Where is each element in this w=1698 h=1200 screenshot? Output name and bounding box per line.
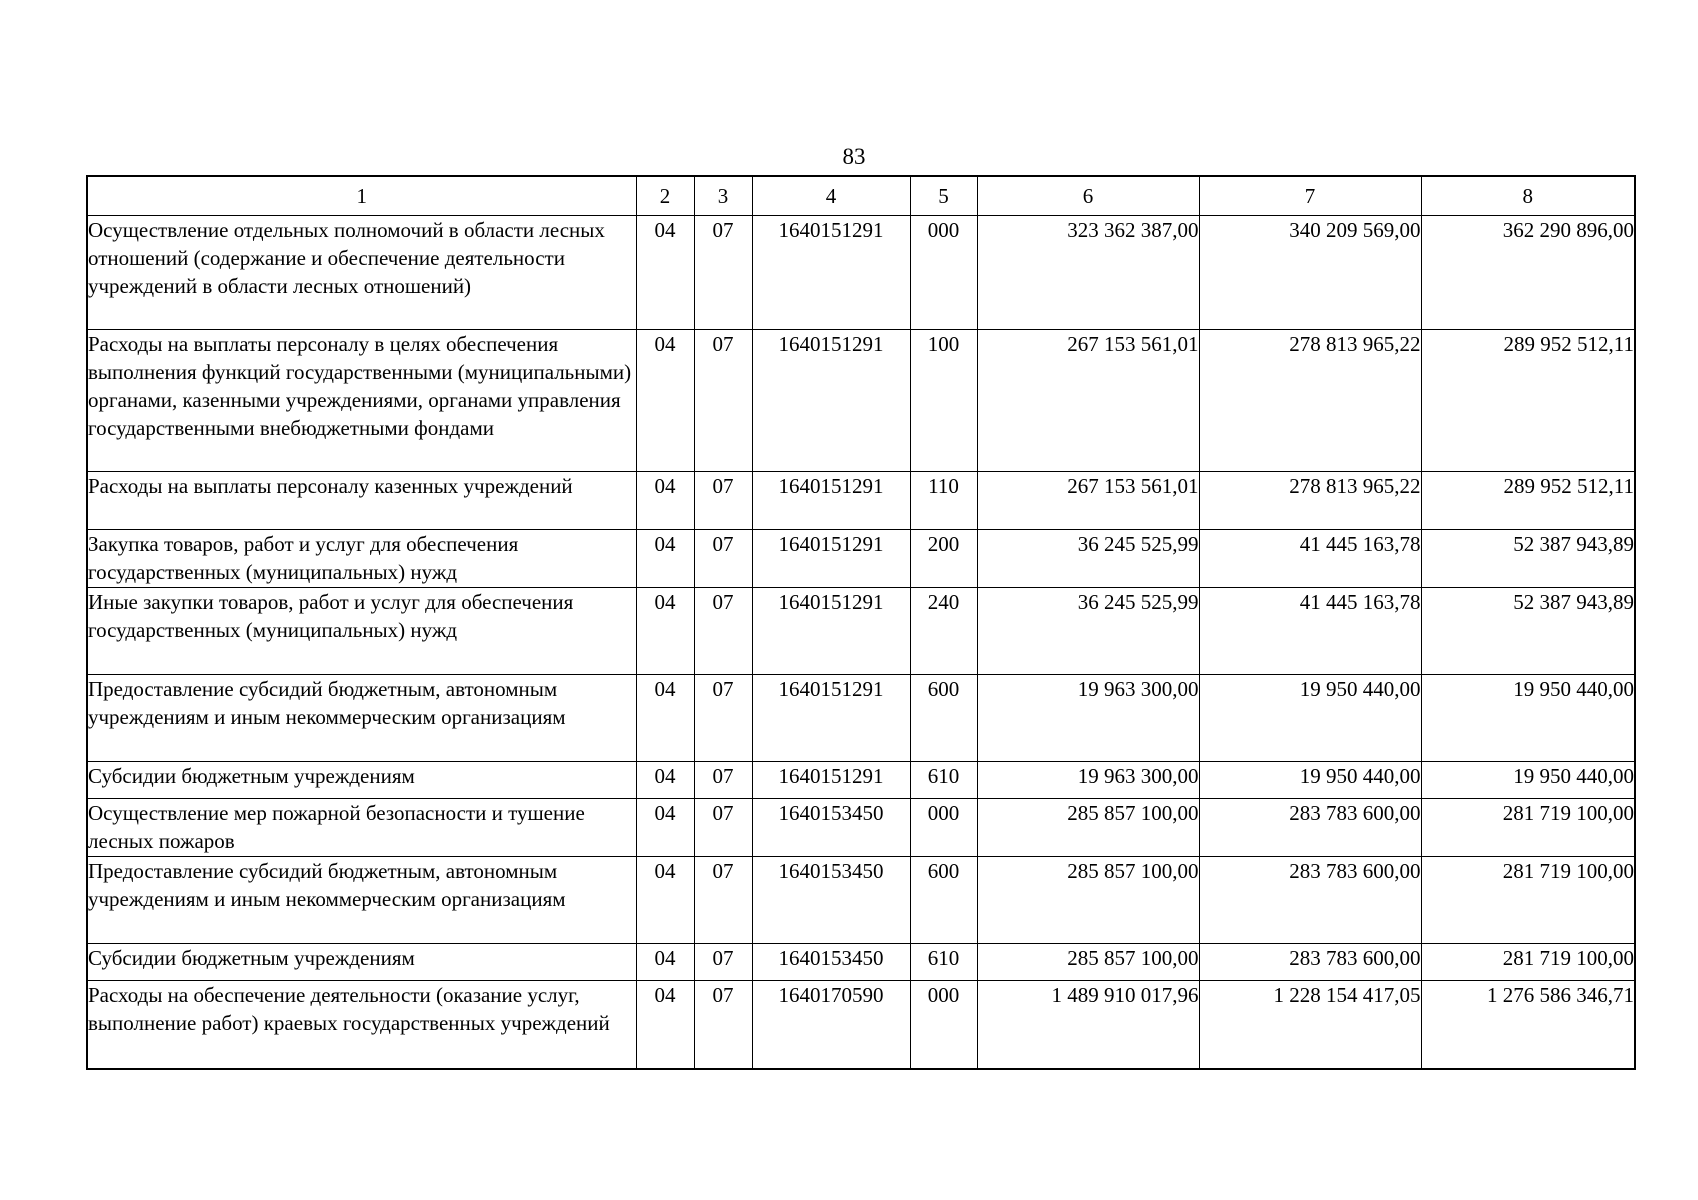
column-header: 8 xyxy=(1421,176,1635,216)
row-name: Осуществление мер пожарной безопасности и тушение лесных пожаров xyxy=(87,799,636,857)
amount-col7: 340 209 569,00 xyxy=(1199,216,1421,330)
column-header: 5 xyxy=(910,176,977,216)
row-name: Расходы на выплаты персоналу в целях обеспечения выполнения функций государственными (муниципальными) органами, казенными учреждениями, органами управления государственными внебюджетными фондами xyxy=(87,330,636,472)
target-article-code: 1640151291 xyxy=(752,675,910,762)
amount-col8: 1 276 586 346,71 xyxy=(1421,981,1635,1070)
amount-col6: 19 963 300,00 xyxy=(977,675,1199,762)
target-article-code: 1640151291 xyxy=(752,216,910,330)
amount-col7: 41 445 163,78 xyxy=(1199,530,1421,588)
expense-type-code: 600 xyxy=(910,675,977,762)
subsection-code: 07 xyxy=(694,588,752,675)
amount-col7: 283 783 600,00 xyxy=(1199,857,1421,944)
table-row xyxy=(87,799,1635,857)
amount-col6: 267 153 561,01 xyxy=(977,472,1199,530)
amount-col6: 285 857 100,00 xyxy=(977,857,1199,944)
amount-col6: 323 362 387,00 xyxy=(977,216,1199,330)
target-article-code: 1640151291 xyxy=(752,472,910,530)
table-row xyxy=(87,762,1635,799)
table-row xyxy=(87,588,1635,675)
amount-col8: 52 387 943,89 xyxy=(1421,530,1635,588)
column-header: 3 xyxy=(694,176,752,216)
expense-type-code: 100 xyxy=(910,330,977,472)
row-name: Осуществление отдельных полномочий в области лесных отношений (содержание и обеспечение деятельности учреждений в области лесных отношений) xyxy=(87,216,636,330)
target-article-code: 1640151291 xyxy=(752,762,910,799)
target-article-code: 1640153450 xyxy=(752,857,910,944)
subsection-code: 07 xyxy=(694,981,752,1070)
section-code: 04 xyxy=(636,944,694,981)
row-name: Предоставление субсидий бюджетным, автономным учреждениям и иным некоммерческим организациям xyxy=(87,675,636,762)
amount-col8: 289 952 512,11 xyxy=(1421,330,1635,472)
page-number: 83 xyxy=(842,144,866,169)
amount-col7: 19 950 440,00 xyxy=(1199,762,1421,799)
subsection-code: 07 xyxy=(694,762,752,799)
section-code: 04 xyxy=(636,762,694,799)
target-article-code: 1640151291 xyxy=(752,588,910,675)
table-row xyxy=(87,530,1635,588)
column-number-row xyxy=(87,176,1635,216)
expense-type-code: 000 xyxy=(910,981,977,1070)
subsection-code: 07 xyxy=(694,675,752,762)
amount-col8: 19 950 440,00 xyxy=(1421,762,1635,799)
expense-type-code: 000 xyxy=(910,799,977,857)
table-row xyxy=(87,944,1635,981)
amount-col7: 278 813 965,22 xyxy=(1199,472,1421,530)
target-article-code: 1640170590 xyxy=(752,981,910,1070)
target-article-code: 1640153450 xyxy=(752,799,910,857)
amount-col8: 289 952 512,11 xyxy=(1421,472,1635,530)
column-header: 1 xyxy=(87,176,636,216)
row-name: Закупка товаров, работ и услуг для обеспечения государственных (муниципальных) нужд xyxy=(87,530,636,588)
table-row xyxy=(87,857,1635,944)
expense-type-code: 610 xyxy=(910,762,977,799)
subsection-code: 07 xyxy=(694,799,752,857)
section-code: 04 xyxy=(636,216,694,330)
expense-type-code: 600 xyxy=(910,857,977,944)
row-name: Расходы на обеспечение деятельности (оказание услуг, выполнение работ) краевых государственных учреждений xyxy=(87,981,636,1070)
section-code: 04 xyxy=(636,330,694,472)
expense-type-code: 000 xyxy=(910,216,977,330)
subsection-code: 07 xyxy=(694,944,752,981)
amount-col7: 278 813 965,22 xyxy=(1199,330,1421,472)
subsection-code: 07 xyxy=(694,472,752,530)
amount-col6: 19 963 300,00 xyxy=(977,762,1199,799)
amount-col8: 281 719 100,00 xyxy=(1421,944,1635,981)
amount-col7: 283 783 600,00 xyxy=(1199,799,1421,857)
expense-type-code: 610 xyxy=(910,944,977,981)
row-name: Субсидии бюджетным учреждениям xyxy=(87,944,636,981)
column-header: 6 xyxy=(977,176,1199,216)
section-code: 04 xyxy=(636,588,694,675)
amount-col8: 52 387 943,89 xyxy=(1421,588,1635,675)
section-code: 04 xyxy=(636,981,694,1070)
row-name: Субсидии бюджетным учреждениям xyxy=(87,762,636,799)
section-code: 04 xyxy=(636,472,694,530)
row-name: Предоставление субсидий бюджетным, автономным учреждениям и иным некоммерческим организациям xyxy=(87,857,636,944)
table-row xyxy=(87,472,1635,530)
section-code: 04 xyxy=(636,799,694,857)
budget-table xyxy=(86,175,1636,1070)
subsection-code: 07 xyxy=(694,330,752,472)
amount-col6: 36 245 525,99 xyxy=(977,530,1199,588)
target-article-code: 1640153450 xyxy=(752,944,910,981)
amount-col8: 281 719 100,00 xyxy=(1421,799,1635,857)
section-code: 04 xyxy=(636,675,694,762)
section-code: 04 xyxy=(636,530,694,588)
amount-col6: 285 857 100,00 xyxy=(977,799,1199,857)
amount-col6: 36 245 525,99 xyxy=(977,588,1199,675)
subsection-code: 07 xyxy=(694,530,752,588)
column-header: 4 xyxy=(752,176,910,216)
target-article-code: 1640151291 xyxy=(752,330,910,472)
subsection-code: 07 xyxy=(694,857,752,944)
table-row xyxy=(87,981,1635,1070)
amount-col6: 267 153 561,01 xyxy=(977,330,1199,472)
row-name: Расходы на выплаты персоналу казенных учреждений xyxy=(87,472,636,530)
subsection-code: 07 xyxy=(694,216,752,330)
amount-col6: 1 489 910 017,96 xyxy=(977,981,1199,1070)
column-header: 2 xyxy=(636,176,694,216)
amount-col7: 19 950 440,00 xyxy=(1199,675,1421,762)
expense-type-code: 200 xyxy=(910,530,977,588)
section-code: 04 xyxy=(636,857,694,944)
amount-col7: 41 445 163,78 xyxy=(1199,588,1421,675)
expense-type-code: 240 xyxy=(910,588,977,675)
target-article-code: 1640151291 xyxy=(752,530,910,588)
amount-col6: 285 857 100,00 xyxy=(977,944,1199,981)
amount-col8: 281 719 100,00 xyxy=(1421,857,1635,944)
amount-col8: 362 290 896,00 xyxy=(1421,216,1635,330)
amount-col7: 283 783 600,00 xyxy=(1199,944,1421,981)
table-row xyxy=(87,675,1635,762)
row-name: Иные закупки товаров, работ и услуг для обеспечения государственных (муниципальных) нужд xyxy=(87,588,636,675)
expense-type-code: 110 xyxy=(910,472,977,530)
table-row xyxy=(87,216,1635,330)
table-row xyxy=(87,330,1635,472)
amount-col7: 1 228 154 417,05 xyxy=(1199,981,1421,1070)
column-header: 7 xyxy=(1199,176,1421,216)
amount-col8: 19 950 440,00 xyxy=(1421,675,1635,762)
